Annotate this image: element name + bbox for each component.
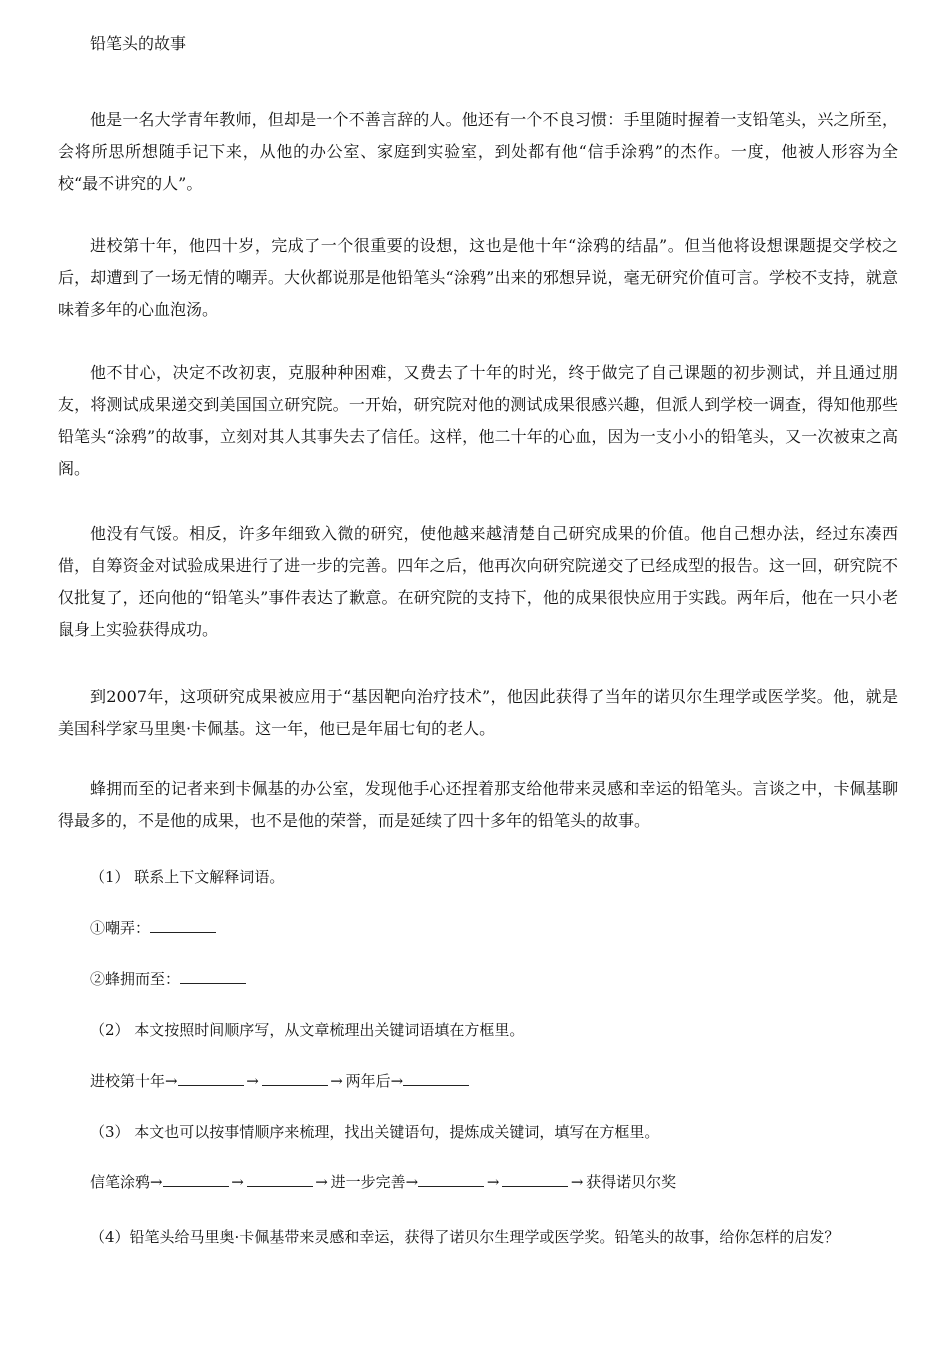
- question-1-item-1-label: ①嘲弄：: [90, 919, 151, 937]
- arrow-icon: →: [246, 1072, 259, 1090]
- answer-blank[interactable]: [178, 1073, 244, 1086]
- answer-blank[interactable]: [403, 1073, 469, 1086]
- article-title: 铅笔头的故事: [90, 34, 187, 53]
- question-1-item-2-label: ②蜂拥而至：: [90, 970, 181, 988]
- question-1-item-2: [90, 969, 246, 989]
- question-1-item-1: [90, 918, 216, 938]
- answer-blank[interactable]: [150, 920, 216, 933]
- question-3-prompt: （3） 本文也可以按事情顺序来梳理，找出关键语句，提炼成关键词，填写在方框里。: [90, 1123, 660, 1141]
- arrow-icon: →: [570, 1173, 584, 1191]
- answer-blank[interactable]: [502, 1174, 568, 1187]
- arrow-icon: →: [231, 1173, 244, 1191]
- sequence-start: 信笔涂鸦→: [90, 1173, 163, 1191]
- sequence-mid: 进一步完善→: [330, 1173, 419, 1191]
- answer-blank[interactable]: [418, 1174, 484, 1187]
- paragraph-2: 进校第十年，他四十岁，完成了一个很重要的设想，这也是他十年“涂鸦的结晶”。但当他将设想课题提交学校之后，却遭到了一场无情的嘲弄。大伙都说那是他铅笔头“涂鸦”出来的邪想异说，毫无研究价值可言。学校不支持，就意味着多年的心血泡汤。: [58, 236, 898, 319]
- answer-blank[interactable]: [180, 971, 246, 984]
- question-3-sequence: [90, 1172, 676, 1192]
- timeline-start: 进校第十年→: [90, 1072, 178, 1090]
- paragraph-3: 他不甘心，决定不改初衷，克服种种困难，又费去了十年的时光，终于做完了自己课题的初步测试，并且通过朋友，将测试成果递交到美国国立研究院。一开始，研究院对他的测试成果很感兴趣，但派人到学校一调查，得知他那些铅笔头“涂鸦”的故事，立刻对其人其事失去了信任。这样，他二十年的心血，因为一支小小的铅笔头，又一次被束之高阁。: [58, 363, 898, 478]
- arrow-icon: →: [330, 1072, 343, 1090]
- question-2-prompt: （2） 本文按照时间顺序写，从文章梳理出关键词语填在方框里。: [90, 1021, 525, 1039]
- arrow-icon: →: [486, 1173, 500, 1191]
- question-4: （4）铅笔头给马里奥·卡佩基带来灵感和幸运，获得了诺贝尔生理学或医学奖。铅笔头的故事，给你怎样的启发？: [90, 1228, 840, 1246]
- answer-blank[interactable]: [262, 1073, 328, 1086]
- paragraph-1: 他是一名大学青年教师，但却是一个不善言辞的人。他还有一个不良习惯：手里随时握着一支铅笔头，兴之所至，会将所思所想随手记下来，从他的办公室、家庭到实验室，到处都有他“信手涂鸦”的杰作。一度，他被人形容为全校“最不讲究的人”。: [58, 110, 898, 193]
- answer-blank[interactable]: [163, 1174, 229, 1187]
- paragraph-4: 他没有气馁。相反，许多年细致入微的研究，使他越来越清楚自己研究成果的价值。他自己想办法，经过东凑西借，自筹资金对试验成果进行了进一步的完善。四年之后，他再次向研究院递交了已经成型的报告。这一回，研究院不仅批复了，还向他的“铅笔头”事件表达了歉意。在研究院的支持下，他的成果很快应用于实践。两年后，他在一只小老鼠身上实验获得成功。: [58, 524, 898, 639]
- question-2-timeline: [90, 1071, 469, 1091]
- paragraph-6: 蜂拥而至的记者来到卡佩基的办公室，发现他手心还捏着那支给他带来灵感和幸运的铅笔头。言谈之中，卡佩基聊得最多的，不是他的成果，也不是他的荣誉，而是延续了四十多年的铅笔头的故事。: [58, 779, 898, 830]
- timeline-mid: 两年后→: [345, 1072, 404, 1090]
- paragraph-5: 到2007年，这项研究成果被应用于“基因靶向治疗技术”，他因此获得了当年的诺贝尔生理学或医学奖。他，就是美国科学家马里奥·卡佩基。这一年，他已是年届七旬的老人。: [58, 687, 898, 738]
- question-1-prompt: （1） 联系上下文解释词语。: [90, 868, 285, 886]
- arrow-icon: →: [315, 1173, 328, 1191]
- sequence-end: 获得诺贝尔奖: [586, 1173, 677, 1191]
- answer-blank[interactable]: [247, 1174, 313, 1187]
